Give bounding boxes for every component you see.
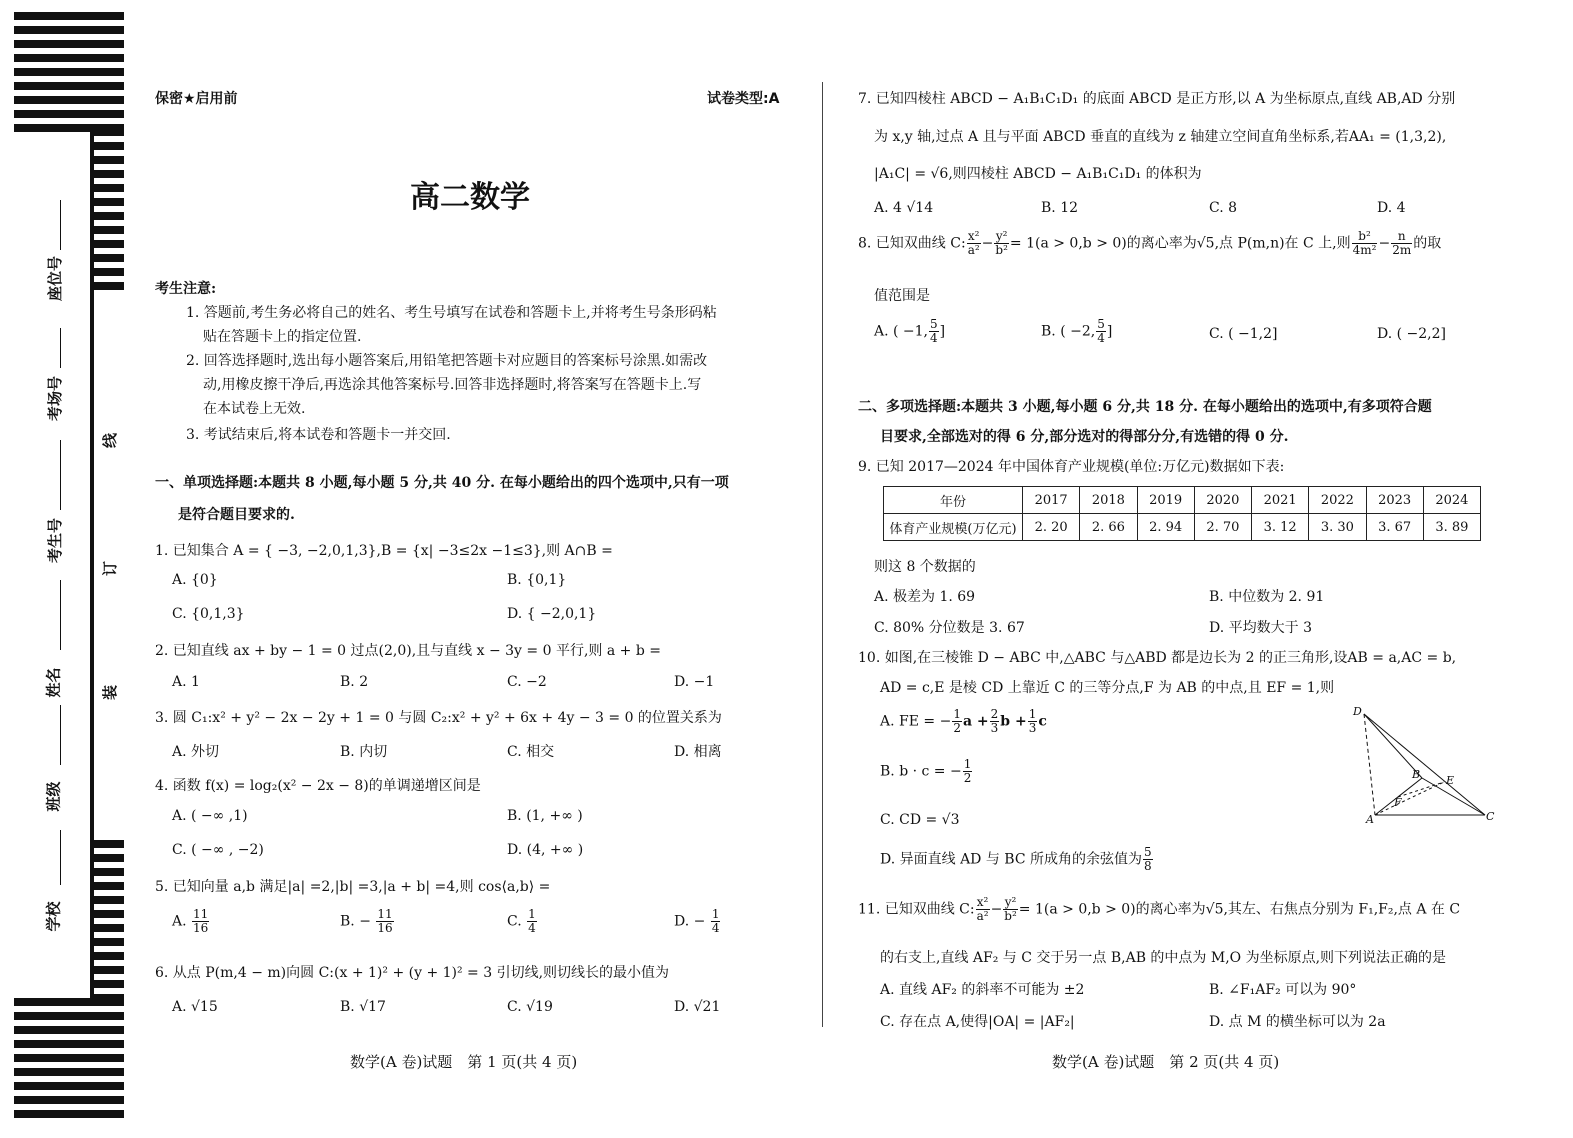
q8-a-prefix: A. ( −1, — [874, 323, 929, 340]
q10-a-f3-num: 1 — [1028, 707, 1037, 721]
q5-option-a — [172, 908, 210, 935]
q11-frac1-num: x² — [976, 895, 989, 909]
q2-option-a: A. 1 — [172, 674, 200, 690]
q6-option-c: C. √19 — [507, 999, 553, 1015]
q10-b-den: 2 — [963, 771, 972, 785]
q5-stem: 5. 已知向量 a,b 满足|a| =2,|b| =3,|a + b| =4,则 cos⟨a,b⟩ = — [155, 879, 551, 895]
q9-option-c: C. 80% 分位数是 3. 67 — [874, 620, 1025, 636]
table-row — [884, 514, 1481, 541]
q3-option-a: A. 外切 — [172, 744, 220, 760]
q7-option-b: B. 12 — [1041, 200, 1079, 216]
q8-minus2: − — [1378, 235, 1391, 252]
class-label: 班级 — [44, 781, 63, 812]
q1-option-c: C. {0,1,3} — [172, 606, 245, 622]
q5-b-den: 16 — [377, 921, 393, 935]
q6-option-a: A. √15 — [172, 999, 218, 1015]
q5-d-den: 4 — [711, 921, 720, 935]
segment-ae — [1375, 782, 1444, 815]
q10-b-num: 1 — [963, 757, 972, 771]
q5-option-b — [340, 908, 395, 935]
q10-option-b — [880, 758, 973, 785]
table-cell: 2018 — [1080, 487, 1137, 514]
q5-a-prefix: A. — [172, 913, 187, 930]
name-label: 姓名 — [44, 667, 63, 698]
q10-a-f2-num: 2 — [990, 707, 999, 721]
q10-tetrahedron-figure — [1350, 700, 1500, 830]
q10-a-mid2: b + — [1000, 713, 1027, 730]
q5-b-num: 11 — [377, 907, 393, 921]
label-e: E — [1446, 774, 1455, 787]
q8-frac1-num: x² — [967, 229, 980, 243]
q9-after: 则这 8 个数据的 — [874, 559, 976, 575]
label-b: B — [1412, 768, 1421, 781]
q5-d-prefix: D. − — [674, 913, 706, 930]
q9-option-a: A. 极差为 1. 69 — [874, 589, 976, 605]
notice-line: 3. 考试结束后,将本试卷和答题卡一并交回. — [186, 427, 451, 443]
q8-option-b — [1041, 318, 1112, 345]
q8-frac1-den: a² — [967, 243, 980, 257]
notice-line: 贴在答题卡上的指定位置. — [203, 329, 362, 345]
q8-suffix: 的取 — [1413, 235, 1442, 252]
q4-option-b: B. (1, +∞ ) — [507, 808, 583, 824]
exam-id-label: 考生号 — [46, 517, 65, 564]
notice-heading: 考生注意: — [155, 281, 217, 297]
q2-option-c: C. −2 — [507, 674, 547, 690]
edge-da — [1364, 714, 1375, 815]
q10-line1: 10. 如图,在三棱锥 D − ABC 中,△ABC 与△ABD 都是边长为 2 的正三角形,设AB = a,AC = b, — [858, 650, 1457, 666]
q8-a-num: 5 — [930, 317, 938, 331]
q8-frac2-num: y² — [995, 229, 1008, 243]
q7-option-d: D. 4 — [1377, 200, 1406, 216]
q10-a-prefix: A. FE = − — [880, 713, 952, 730]
table-cell: 2. 20 — [1023, 514, 1080, 541]
q1-option-a: A. {0} — [172, 572, 218, 588]
q7-option-c: C. 8 — [1209, 200, 1238, 216]
q11-option-c: C. 存在点 A,使得|OA| = |AF₂| — [880, 1014, 1075, 1030]
table-cell: 2024 — [1423, 487, 1480, 514]
q8-frac4-num: n — [1391, 230, 1412, 244]
q8-prefix: 8. 已知双曲线 C: — [858, 235, 966, 252]
q11-option-b: B. ∠F₁AF₂ 可以为 90° — [1209, 982, 1357, 998]
notice-line: 1. 答题前,考生务必将自己的姓名、考生号填写在试卷和答题卡上,并将考生号条形码粘 — [186, 305, 717, 321]
q6-option-d: D. √21 — [674, 999, 721, 1015]
q10-b-prefix: B. b · c = − — [880, 763, 962, 780]
table-cell: 2021 — [1252, 487, 1309, 514]
table-cell: 2017 — [1023, 487, 1080, 514]
q9-stem: 9. 已知 2017—2024 年中国体育产业规模(单位:万亿元)数据如下表: — [858, 459, 1285, 475]
q8-line1 — [858, 230, 1441, 257]
q8-frac3-den: 4m² — [1352, 243, 1377, 257]
q11-line2: 的右支上,直线 AF₂ 与 C 交于另一点 B,AB 的中点为 M,O 为坐标原点,则下列说法正确的是 — [880, 950, 1447, 966]
edge-dc — [1364, 714, 1485, 815]
page-footer-right: 数学(A 卷)试题 第 2 页(共 4 页) — [1052, 1053, 1280, 1071]
q1-option-d: D. { −2,0,1} — [507, 606, 597, 622]
q5-c-prefix: C. — [507, 913, 522, 930]
bind-char-bind: 装 — [101, 684, 120, 701]
q8-b-prefix: B. ( −2, — [1041, 323, 1096, 340]
q11-line1 — [858, 896, 1460, 923]
q10-a-f2-den: 3 — [990, 721, 999, 735]
q10-option-d — [880, 846, 1154, 873]
bind-char-staple: 订 — [101, 560, 120, 577]
q5-option-d — [674, 908, 721, 935]
q8-b-suffix: ] — [1106, 323, 1113, 340]
q10-d-num: 5 — [1144, 845, 1152, 859]
q8-option-d: D. ( −2,2] — [1377, 326, 1446, 342]
q5-a-den: 16 — [193, 921, 209, 935]
section2-heading: 二、多项选择题:本题共 3 小题,每小题 6 分,共 18 分. 在每小题给出的选项中,有多项符合题 — [858, 399, 1432, 415]
q8-option-a — [874, 318, 945, 345]
q8-minus: − — [981, 235, 994, 252]
bind-char-line: 线 — [101, 432, 120, 449]
table-header-cell: 年份 — [884, 487, 1023, 514]
table-cell: 2019 — [1137, 487, 1194, 514]
segment-fe — [1398, 782, 1444, 797]
table-cell: 2. 94 — [1137, 514, 1194, 541]
q3-option-c: C. 相交 — [507, 744, 555, 760]
q5-c-num: 1 — [528, 907, 536, 921]
table-cell: 3. 12 — [1252, 514, 1309, 541]
q7-line1: 7. 已知四棱柱 ABCD − A₁B₁C₁D₁ 的底面 ABCD 是正方形,以 A 为坐标原点,直线 AB,AD 分别 — [858, 91, 1456, 107]
q8-option-c: C. ( −1,2] — [1209, 326, 1278, 342]
q2-stem: 2. 已知直线 ax + by − 1 = 0 过点(2,0),且与直线 x − 3y = 0 平行,则 a + b = — [155, 643, 661, 659]
q6-option-b: B. √17 — [340, 999, 386, 1015]
notice-line: 动,用橡皮擦干净后,再选涂其他答案标号.回答非选择题时,将答案写在答题卡上.写 — [203, 377, 702, 393]
q7-option-a: A. 4 √14 — [874, 200, 934, 216]
section2-heading-cont: 目要求,全部选对的得 6 分,部分选对的得部分分,有选错的得 0 分. — [880, 429, 1289, 445]
q5-option-c — [507, 908, 538, 935]
q8-frac2-den: b² — [995, 243, 1008, 257]
q10-option-a — [880, 708, 1047, 735]
school-label: 学校 — [44, 901, 63, 932]
q10-a-end: c — [1038, 713, 1047, 730]
q10-a-f1-num: 1 — [953, 707, 961, 721]
q4-option-d: D. (4, +∞ ) — [507, 842, 584, 858]
q4-stem: 4. 函数 f(x) = log₂(x² − 2x − 8)的单调递增区间是 — [155, 778, 481, 794]
q11-frac2-num: y² — [1004, 895, 1017, 909]
q5-b-prefix: B. − — [340, 913, 371, 930]
q5-d-num: 1 — [711, 907, 720, 921]
table-header-cell: 体育产业规模(万亿元) — [884, 514, 1023, 541]
q8-middle: = 1(a > 0,b > 0)的离心率为√5,点 P(m,n)在 C 上,则 — [1009, 235, 1351, 252]
label-f: F — [1394, 796, 1402, 809]
q8-b-den: 4 — [1097, 331, 1105, 345]
table-cell: 2020 — [1194, 487, 1251, 514]
q8-b-num: 5 — [1097, 317, 1105, 331]
q9-data-table — [883, 486, 1481, 541]
table-cell: 2. 70 — [1194, 514, 1251, 541]
q3-option-d: D. 相离 — [674, 744, 722, 760]
q8-frac3-num: b² — [1352, 230, 1378, 244]
q3-option-b: B. 内切 — [340, 744, 388, 760]
section1-heading: 一、单项选择题:本题共 8 小题,每小题 5 分,共 40 分. 在每小题给出的四个选项中,只有一项 — [155, 475, 729, 491]
table-cell: 2022 — [1309, 487, 1366, 514]
confidential-label: 保密★启用前 — [155, 91, 238, 107]
label-a: A — [1366, 813, 1374, 826]
q10-d-den: 8 — [1144, 859, 1152, 873]
q2-option-b: B. 2 — [340, 674, 369, 690]
q8-frac4-den: 2m — [1392, 243, 1412, 257]
label-d: D — [1353, 705, 1362, 718]
q7-line3: |A₁C| = √6,则四棱柱 ABCD − A₁B₁C₁D₁ 的体积为 — [874, 166, 1202, 182]
q10-a-f3-den: 3 — [1028, 721, 1037, 735]
q11-option-a: A. 直线 AF₂ 的斜率不可能为 ±2 — [880, 982, 1085, 998]
q11-option-d: D. 点 M 的横坐标可以为 2a — [1209, 1014, 1386, 1030]
q10-a-mid1: a + — [962, 713, 989, 730]
q2-option-d: D. −1 — [674, 674, 715, 690]
q10-line2: AD = c,E 是棱 CD 上靠近 C 的三等分点,F 为 AB 的中点,且 EF = 1,则 — [880, 680, 1335, 696]
q4-option-a: A. ( −∞ ,1) — [172, 808, 248, 824]
label-c: C — [1486, 810, 1495, 823]
table-cell: 2. 66 — [1080, 514, 1137, 541]
table-cell: 2023 — [1366, 487, 1423, 514]
q10-a-f1-den: 2 — [953, 721, 961, 735]
q1-option-b: B. {0,1} — [507, 572, 567, 588]
seat-number-label: 座位号 — [46, 255, 65, 302]
q11-middle: = 1(a > 0,b > 0)的离心率为√5,其左、右焦点分别为 F₁,F₂,点 A 在 C — [1018, 901, 1461, 918]
q8-line2: 值范围是 — [874, 288, 930, 304]
section1-heading-cont: 是符合题目要求的. — [178, 507, 295, 523]
q9-option-b: B. 中位数为 2. 91 — [1209, 589, 1325, 605]
table-cell: 3. 30 — [1309, 514, 1366, 541]
q11-prefix: 11. 已知双曲线 C: — [858, 901, 975, 918]
table-cell: 3. 67 — [1366, 514, 1423, 541]
page-title: 高二数学 — [410, 180, 530, 215]
table-cell: 3. 89 — [1423, 514, 1480, 541]
exam-room-label: 考场号 — [46, 375, 65, 422]
q8-a-suffix: ] — [939, 323, 946, 340]
paper-type-label: 试卷类型:A — [707, 91, 780, 107]
q5-c-den: 4 — [528, 921, 536, 935]
q4-option-c: C. ( −∞ , −2) — [172, 842, 264, 858]
q6-stem: 6. 从点 P(m,4 − m)向圆 C:(x + 1)² + (y + 1)² = 3 引切线,则切线长的最小值为 — [155, 965, 670, 981]
page-divider — [822, 82, 823, 1027]
notice-line: 2. 回答选择题时,选出每小题答案后,用铅笔把答题卡对应题目的答案标号涂黑.如需改 — [186, 353, 708, 369]
q9-option-d: D. 平均数大于 3 — [1209, 620, 1312, 636]
q5-a-num: 11 — [193, 907, 209, 921]
page-footer-left: 数学(A 卷)试题 第 1 页(共 4 页) — [350, 1053, 578, 1071]
q10-d-prefix: D. 异面直线 AD 与 BC 所成角的余弦值为 — [880, 851, 1143, 868]
q8-a-den: 4 — [930, 331, 938, 345]
q3-stem: 3. 圆 C₁:x² + y² − 2x − 2y + 1 = 0 与圆 C₂:x² + y² + 6x + 4y − 3 = 0 的位置关系为 — [155, 710, 722, 726]
q10-option-c: C. CD = √3 — [880, 812, 960, 828]
q11-frac1-den: a² — [976, 909, 989, 923]
q11-minus: − — [990, 901, 1003, 918]
table-row — [884, 487, 1481, 514]
notice-line: 在本试卷上无效. — [203, 401, 306, 417]
q11-frac2-den: b² — [1004, 909, 1017, 923]
q7-line2: 为 x,y 轴,过点 A 且与平面 ABCD 垂直的直线为 z 轴建立空间直角坐标系,若AA₁ = (1,3,2), — [874, 129, 1447, 145]
q1-stem: 1. 已知集合 A = { −3, −2,0,1,3},B = {x| −3≤2x −1≤3},则 A∩B = — [155, 543, 613, 559]
